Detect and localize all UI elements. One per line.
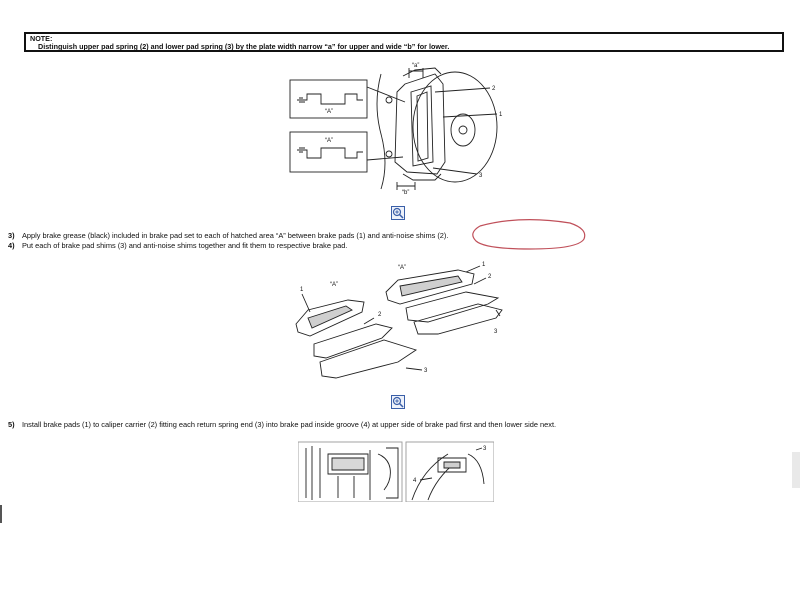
label-b: “b”: [402, 190, 410, 196]
zoom-in-icon[interactable]: [391, 395, 405, 409]
note-box: [24, 32, 784, 52]
label-num-3: 3: [483, 446, 487, 452]
note-text: Distinguish upper pad spring (2) and lower pad spring (3) by the plate width narrow “a” for upper and wide “b” for lower.: [38, 42, 450, 51]
step-4-text: Put each of brake pad shims (3) and anti-noise shims together and fit them to respective brake pad.: [22, 241, 348, 250]
step-5-number: 5): [8, 420, 15, 429]
label-num-4: 4: [413, 478, 417, 484]
label-num-2-right: 2: [488, 274, 492, 280]
pad-install-figure: [298, 440, 494, 502]
step-3-text: Apply brake grease (black) included in brake pad set to each of hatched area “A” between brake pads (1) and anti-noise shims (2).: [22, 231, 449, 240]
label-A-left: “A”: [330, 282, 338, 288]
brake-pad-shim-figure: [288, 258, 518, 386]
annotation-circle: [470, 217, 588, 251]
label-num-3-left: 3: [424, 368, 428, 374]
note-title: NOTE:: [30, 34, 53, 43]
label-num-2-left: 2: [378, 312, 382, 318]
label-A-lower: “A”: [325, 138, 333, 144]
scrollbar-thumb[interactable]: [792, 452, 800, 488]
label-num-3: 3: [479, 173, 483, 179]
label-A-upper: “A”: [325, 109, 333, 115]
step-3-number: 3): [8, 231, 15, 240]
step-4-number: 4): [8, 241, 15, 250]
step-3: [8, 231, 448, 240]
left-edge-marker: [0, 505, 2, 523]
label-num-3-right: 3: [494, 329, 498, 335]
zoom-in-icon[interactable]: [391, 206, 405, 220]
step-5-text: Install brake pads (1) to caliper carrier (2) fitting each return spring end (3) into brake pad inside groove (4) at upper side of brake pad first and then lower side next.: [22, 420, 557, 429]
label-A-right: “A”: [398, 265, 406, 271]
label-num-1-right: 1: [482, 262, 486, 268]
label-a: “a”: [412, 63, 420, 69]
label-num-1: 1: [499, 112, 503, 118]
step-4: [8, 241, 347, 250]
label-num-2: 2: [492, 86, 496, 92]
pad-spring-figure: [285, 62, 515, 197]
step-5: [8, 420, 556, 429]
label-num-1-left: 1: [300, 287, 304, 293]
